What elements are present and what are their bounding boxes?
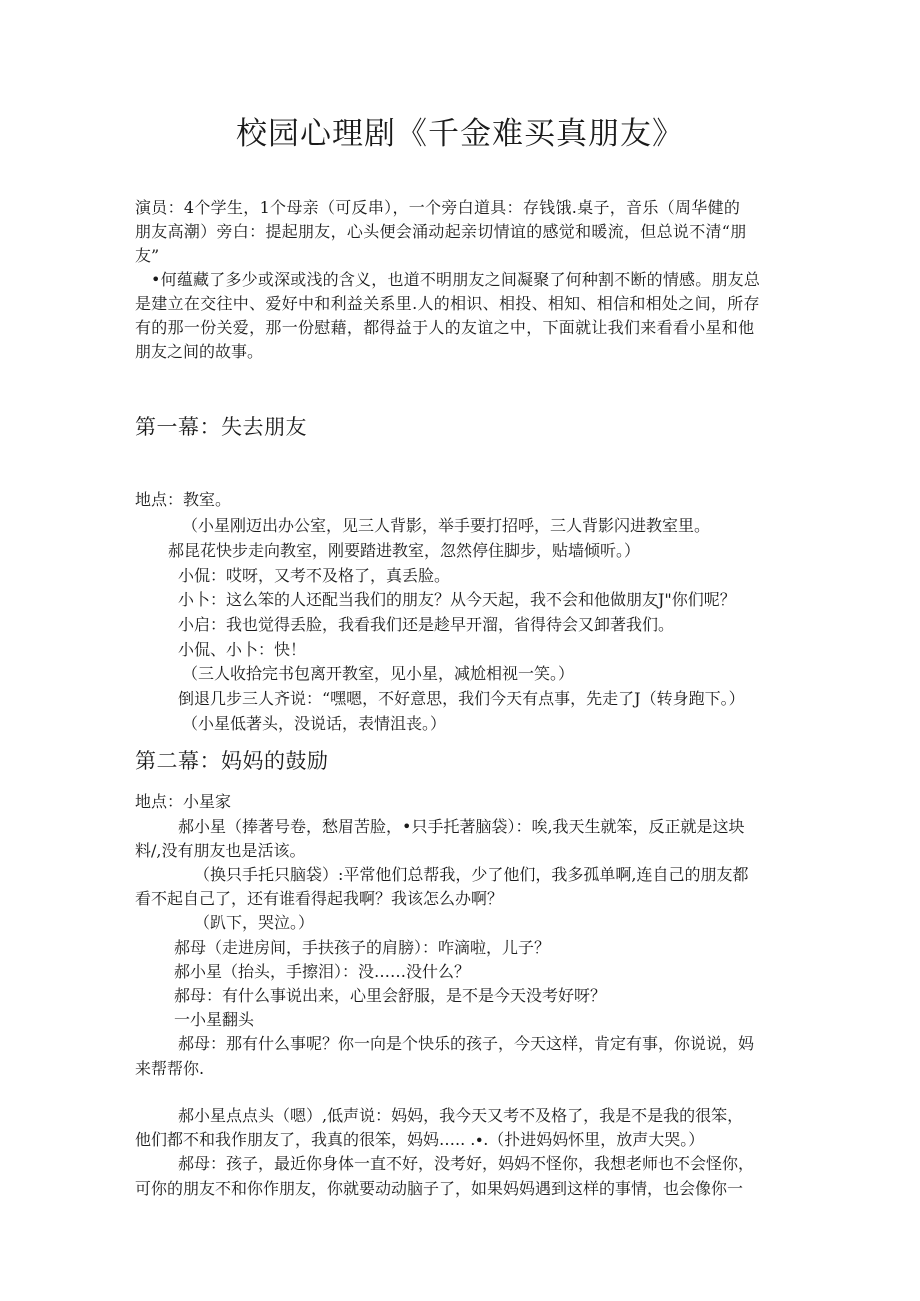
act1-line: （三人收拾完书包离开教室，见小星，减尬相视一笑。） <box>182 664 575 683</box>
intro-line: •何蕴藏了多少或深或浅的含义，也道不明朋友之间凝聚了何种割不断的情感。朋友总 <box>151 270 761 289</box>
act2-line: 郝母（走进房间，手扶孩子的肩膀）：咋滴啦，儿子？ <box>174 938 551 957</box>
act1-line: 地点：教室。 <box>135 490 232 509</box>
act1-line: 倒退几步三人齐说：“嘿嗯，不好意思，我们今天有点事，先走了J（转身跑下。） <box>178 689 745 708</box>
act2-line: 来帮帮你. <box>135 1059 205 1078</box>
act2-line: 地点：小星家 <box>135 792 232 811</box>
act2-line: 可你的朋友不和你作朋友，你就要动动脑子了，如果妈妈遇到这样的事情，也会像你一 <box>135 1179 744 1198</box>
act2-line: 郝母：孩子，最近你身体一直不好，没考好，妈妈不怪你，我想老师也不会怪你， <box>178 1154 755 1173</box>
act2-line: 料/,没有朋友也是活该。 <box>135 841 306 860</box>
act2-line: 一小星翻头 <box>174 1010 255 1029</box>
act1-line: 郝昆花快步走向教室，刚要踏进教室，忽然停住脚步，贴墙倾听。） <box>168 541 641 560</box>
intro-line: 有的那一份关爱，那一份慰藉，都得益于人的友谊之中，下面就让我们来看看小星和他 <box>135 318 755 337</box>
act1-line: 小侃、小卜：快！ <box>178 640 307 659</box>
act1-line: 小启：我也觉得丢脸，我看我们还是趁早开溜，省得待会又卸著我们。 <box>178 615 675 634</box>
intro-line: 是建立在交往中、爱好中和利益关系里.人的相识、相投、相知、相信和相处之间，所存 <box>135 294 760 313</box>
intro-line: 演员：4个学生，1个母亲（可反串），一个旁白道具：存钱饿.桌子，音乐（周华健的 <box>135 198 741 217</box>
act2-line: 郝小星点点头（嗯）,低声说：妈妈，我今天又考不及格了，我是不是我的很笨， <box>178 1106 744 1125</box>
intro-line: 友” <box>135 246 160 265</box>
act2-line: （换只手托只脑袋）:平常他们总帮我，少了他们，我多孤单啊,连自己的朋友都 <box>194 865 749 884</box>
act1-line: 小侃：哎呀，又考不及格了，真丢脸。 <box>178 566 451 585</box>
act2-line: 郝母：那有什么事呢？你一向是个快乐的孩子，今天这样，肯定有事，你说说，妈 <box>178 1034 755 1053</box>
act2-line: （趴下，哭泣。） <box>194 913 315 932</box>
act2-line: 郝小星（捧著号卷，愁眉苦脸，•只手托著脑袋）：唉,我天生就笨，反正就是这块 <box>178 817 745 836</box>
intro-paragraph <box>135 196 795 364</box>
intro-line: 朋友之间的故事。 <box>135 342 264 361</box>
act2-line: 郝小星（抬头，手擦泪）：没……没什么？ <box>174 962 471 981</box>
act1-line: 小卜：这么笨的人还配当我们的朋友？从今天起，我不会和他做朋友J"你们呢？ <box>178 590 736 609</box>
act1-line: （小星低著头，没说话，表情沮丧。） <box>182 714 447 733</box>
act2-line: 郝母：有什么事说出来，心里会舒服，是不是今天没考好呀？ <box>174 986 607 1005</box>
intro-line: 朋友高潮）旁白：提起朋友，心头便会涌动起亲切情谊的感觉和暖流，但总说不清“朋 <box>135 222 747 241</box>
act2-heading: 第二幕：妈妈的鼓励 <box>135 749 329 773</box>
page-title: 校园心理剧《千金难买真朋友》 <box>236 116 684 152</box>
act2-line: 他们都不和我作朋友了，我真的很笨，妈妈….. .∙.（扑进妈妈怀里，放声大哭。） <box>135 1130 705 1149</box>
act1-line: （小星刚迈出办公室，见三人背影，举手要打招呼，三人背影闪进教室里。 <box>182 516 711 535</box>
act2-line: 看不起自己了，还有谁看得起我啊？我该怎么办啊？ <box>135 889 504 908</box>
act1-heading: 第一幕：失去朋友 <box>135 415 307 439</box>
